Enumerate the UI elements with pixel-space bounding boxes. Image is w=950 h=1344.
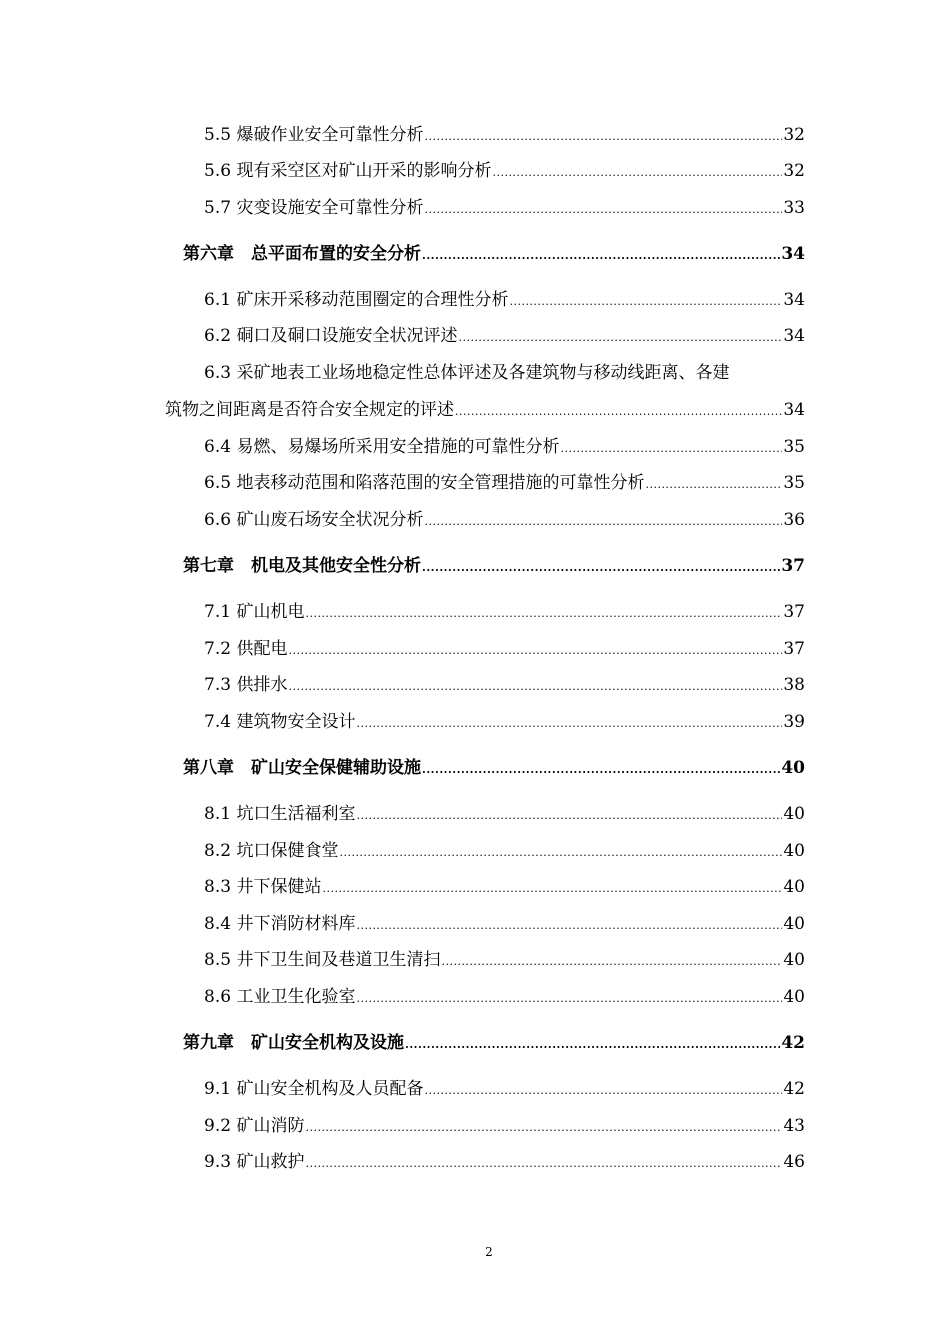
toc-entry-6-4[interactable]: [204, 436, 805, 460]
toc-entry-title: 7.3 供排水: [204, 675, 288, 695]
toc-entry-page: 37: [783, 639, 805, 659]
toc-entry-page: 37: [783, 602, 805, 622]
toc-entry-title: 7.1 矿山机电: [204, 602, 305, 622]
dot-leader: [356, 713, 782, 735]
dot-leader: [356, 988, 782, 1010]
toc-entry-8-4[interactable]: [204, 913, 805, 937]
toc-entry-9-3[interactable]: [204, 1151, 805, 1175]
toc-entry-page: 40: [783, 804, 805, 824]
toc-entry-8-5[interactable]: [204, 949, 805, 973]
toc-entry-page: 34: [783, 290, 805, 310]
toc-entry-6-5[interactable]: [204, 472, 805, 496]
page-number: 2: [485, 1245, 493, 1259]
toc-entry-9-2[interactable]: [204, 1115, 805, 1139]
dot-leader: [405, 1034, 780, 1056]
toc-entry-title: 6.2 硐口及硐口设施安全状况评述: [204, 326, 458, 346]
toc-entry-8-6[interactable]: [204, 986, 805, 1010]
toc-entry-title: 8.2 坑口保健食堂: [204, 841, 339, 861]
dot-leader: [288, 640, 782, 662]
toc-entry-5-7[interactable]: [204, 197, 805, 221]
toc-chapter-6[interactable]: [183, 243, 805, 267]
toc-chapter-page: 42: [781, 1033, 805, 1053]
toc-entry-5-6[interactable]: [204, 160, 805, 184]
toc-entry-title: 7.4 建筑物安全设计: [204, 712, 356, 732]
toc-chapter-title: 第六章 总平面布置的安全分析: [183, 244, 421, 264]
toc-entry-page: 36: [783, 510, 805, 530]
toc-entry-page: 32: [783, 161, 805, 181]
dot-leader: [424, 126, 782, 148]
toc-entry-title: 7.2 供配电: [204, 639, 288, 659]
toc-chapter-7[interactable]: [183, 555, 805, 579]
toc-entry-page: 35: [783, 473, 805, 493]
toc-entry-6-2[interactable]: [204, 325, 805, 349]
toc-entry-title: 8.6 工业卫生化验室: [204, 987, 356, 1007]
toc-entry-title: 8.1 坑口生活福利室: [204, 804, 356, 824]
toc-entry-title: 9.2 矿山消防: [204, 1116, 305, 1136]
dot-leader: [288, 676, 782, 698]
toc-entry-page: 39: [783, 712, 805, 732]
toc-chapter-page: 40: [781, 758, 805, 778]
toc-entry-9-1[interactable]: [204, 1078, 805, 1102]
toc-entry-6-6[interactable]: [204, 509, 805, 533]
toc-entry-7-2[interactable]: [204, 638, 805, 662]
toc-entry-page: 40: [783, 877, 805, 897]
dot-leader: [339, 842, 782, 864]
toc-chapter-8[interactable]: [183, 757, 805, 781]
toc-entry-7-4[interactable]: [204, 711, 805, 735]
toc-entry-8-2[interactable]: [204, 840, 805, 864]
dot-leader: [441, 951, 782, 973]
toc-chapter-9[interactable]: [183, 1032, 805, 1056]
toc-entry-page: 46: [783, 1152, 805, 1172]
dot-leader: [356, 915, 782, 937]
dot-leader: [645, 474, 782, 496]
toc-chapter-title: 第七章 机电及其他安全性分析: [183, 556, 421, 576]
toc-entry-page: 40: [783, 841, 805, 861]
toc-entry-title: 6.4 易燃、易爆场所采用安全措施的可靠性分析: [204, 437, 560, 457]
toc-entry-8-1[interactable]: [204, 803, 805, 827]
toc-chapter-page: 34: [781, 244, 805, 264]
toc-chapter-title: 第八章 矿山安全保健辅助设施: [183, 758, 421, 778]
toc-entry-page: 34: [783, 326, 805, 346]
toc-entry-page: 33: [783, 198, 805, 218]
toc-entry-title: 6.5 地表移动范围和陷落范围的安全管理措施的可靠性分析: [204, 473, 645, 493]
toc-entry-page: 40: [783, 987, 805, 1007]
toc-entry-page: 32: [783, 125, 805, 145]
dot-leader: [492, 162, 782, 184]
toc-entry-page: 34: [783, 400, 805, 420]
toc-entry-page: 38: [783, 675, 805, 695]
toc-entry-6-3[interactable]: [165, 399, 805, 423]
dot-leader: [455, 401, 782, 423]
toc-chapter-page: 37: [781, 556, 805, 576]
toc-entry-page: 43: [783, 1116, 805, 1136]
toc-entry-8-3[interactable]: [204, 876, 805, 900]
toc-entry-title: 8.3 井下保健站: [204, 877, 322, 897]
dot-leader: [305, 1117, 782, 1139]
dot-leader: [305, 1153, 782, 1175]
toc-entry-6-3-line1[interactable]: 6.3 采矿地表工业场地稳定性总体评述及各建筑物与移动线距离、各建: [204, 363, 730, 383]
toc-entry-page: 40: [783, 914, 805, 934]
toc-chapter-title: 第九章 矿山安全机构及设施: [183, 1033, 404, 1053]
toc-entry-title: 9.1 矿山安全机构及人员配备: [204, 1079, 424, 1099]
dot-leader: [560, 438, 782, 460]
toc-entry-title: 8.5 井下卫生间及巷道卫生清扫: [204, 950, 441, 970]
dot-leader: [424, 1080, 782, 1102]
toc-entry-7-1[interactable]: [204, 601, 805, 625]
toc-entry-title: 6.1 矿床开采移动范围圈定的合理性分析: [204, 290, 509, 310]
toc-entry-title: 5.6 现有采空区对矿山开采的影响分析: [204, 161, 492, 181]
dot-leader: [422, 557, 780, 579]
toc-entry-title: 5.7 灾变设施安全可靠性分析: [204, 198, 424, 218]
toc-entry-7-3[interactable]: [204, 674, 805, 698]
toc-entry-title: 筑物之间距离是否符合安全规定的评述: [165, 400, 454, 420]
toc-entry-6-1[interactable]: [204, 289, 805, 313]
toc-entry-5-5[interactable]: [204, 124, 805, 148]
dot-leader: [424, 511, 782, 533]
toc-entry-page: 40: [783, 950, 805, 970]
dot-leader: [424, 199, 782, 221]
dot-leader: [356, 805, 782, 827]
toc-entry-page: 42: [783, 1079, 805, 1099]
dot-leader: [509, 291, 782, 313]
dot-leader: [422, 759, 780, 781]
dot-leader: [322, 878, 782, 900]
dot-leader: [458, 327, 782, 349]
toc-entry-title: 8.4 井下消防材料库: [204, 914, 356, 934]
toc-entry-page: 35: [783, 437, 805, 457]
toc-entry-title: 9.3 矿山救护: [204, 1152, 305, 1172]
dot-leader: [422, 245, 780, 267]
toc-entry-title: 6.6 矿山废石场安全状况分析: [204, 510, 424, 530]
dot-leader: [305, 603, 782, 625]
toc-entry-title: 5.5 爆破作业安全可靠性分析: [204, 125, 424, 145]
